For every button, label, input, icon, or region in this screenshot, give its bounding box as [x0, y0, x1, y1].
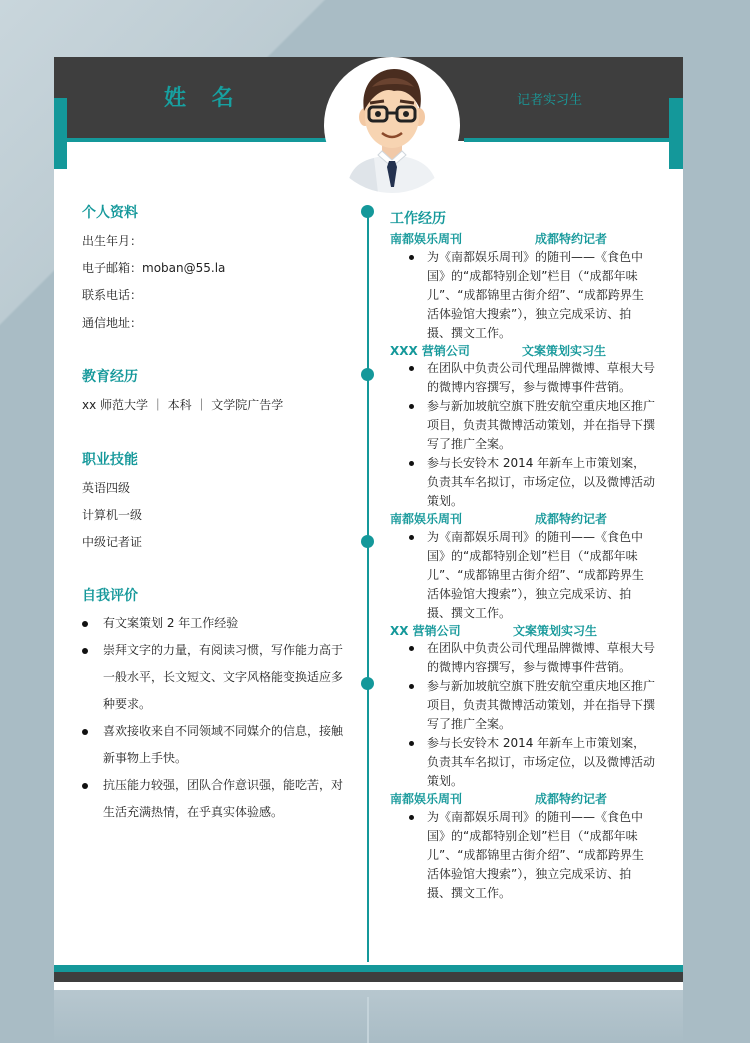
- company-name: 南都娱乐周刊: [390, 792, 463, 806]
- skills-title: 职业技能: [82, 452, 138, 468]
- list-item: 参与新加坡航空旗下胜安航空重庆地区推广项目，负责其微博活动策划，并在指导下撰写了推广全案。: [409, 677, 655, 734]
- timeline-dot: [361, 368, 374, 381]
- list-item: 为《南都娱乐周刊》的随刊——《食色中国》的“成都特别企划”栏目（“成都年味儿”、“成都锦里古街介绍”、“成都跨界生活体验馆大搜索”），独立完成采访、拍摄、撰文工作。: [409, 248, 655, 343]
- company-name: XXX 营销公司: [390, 344, 470, 358]
- candidate-name: 姓 名: [164, 86, 243, 111]
- phone-field: 联系电话：: [82, 288, 143, 302]
- skill-item: 中级记者证: [82, 535, 143, 549]
- self-eval-list: [82, 610, 344, 826]
- list-item: 为《南都娱乐周刊》的随刊——《食色中国》的“成都特别企划”栏目（“成都年味儿”、“成都锦里古街介绍”、“成都跨界生活体验馆大搜索”），独立完成采访、拍摄、撰文工作。: [409, 808, 655, 903]
- education-line: xx 师范大学 ｜ 本科 ｜ 文学院广告学: [82, 398, 284, 412]
- job-heading: [390, 510, 608, 527]
- job-bullets: [409, 639, 655, 791]
- job-heading: [390, 230, 608, 247]
- company-name: 南都娱乐周刊: [390, 512, 463, 526]
- list-item: 在团队中负责公司代理品牌微博、草根大号的微博内容撰写，参与微博事件营销。: [409, 639, 655, 677]
- job-role: 文案策划实习生: [522, 344, 607, 358]
- timeline-line: [367, 207, 369, 962]
- job-heading: [390, 790, 608, 807]
- company-name: XX 营销公司: [390, 624, 461, 638]
- reflection-line: [367, 997, 369, 1043]
- job-role: 成都特约记者: [535, 512, 608, 526]
- list-item: 参与长安铃木 2014 年新车上市策划案，负责其车名拟订，市场定位，以及微博活动策划。: [409, 734, 655, 791]
- work-title: 工作经历: [390, 211, 446, 227]
- timeline-dot: [361, 205, 374, 218]
- job-role: 成都特约记者: [535, 792, 608, 806]
- header-line-right: [464, 138, 669, 142]
- address-field: 通信地址：: [82, 316, 143, 330]
- job-role: 成都特约记者: [535, 232, 608, 246]
- birth-field: 出生年月：: [82, 234, 143, 248]
- company-name: 南都娱乐周刊: [390, 232, 463, 246]
- job-bullets: [409, 528, 655, 623]
- education-title: 教育经历: [82, 369, 138, 385]
- list-item: 为《南都娱乐周刊》的随刊——《食色中国》的“成都特别企划”栏目（“成都年味儿”、“成都锦里古街介绍”、“成都跨界生活体验馆大搜索”），独立完成采访、拍摄、撰文工作。: [409, 528, 655, 623]
- job-bullets: [409, 248, 655, 343]
- self-eval-title: 自我评价: [82, 588, 138, 604]
- job-title: 记者实习生: [517, 93, 583, 108]
- list-item: 崇拜文字的力量，有阅读习惯，写作能力高于一般水平，长文短文、文字风格能变换适应多种要求。: [82, 637, 344, 718]
- list-item: 参与新加坡航空旗下胜安航空重庆地区推广项目，负责其微博活动策划，并在指导下撰写了推广全案。: [409, 397, 655, 454]
- footer-bar: [54, 972, 683, 982]
- job-bullets: [409, 359, 655, 511]
- header-line-left: [67, 138, 327, 142]
- list-item: 有文案策划 2 年工作经验: [82, 610, 344, 637]
- list-item: 喜欢接收来自不同领域不同媒介的信息，接触新事物上手快。: [82, 718, 344, 772]
- skill-item: 英语四级: [82, 481, 131, 495]
- header-accent-right: [669, 98, 683, 169]
- resume-paper: [54, 57, 683, 990]
- timeline-dot: [361, 677, 374, 690]
- timeline-dot: [361, 535, 374, 548]
- header-accent-left: [54, 98, 67, 169]
- job-bullets: [409, 808, 655, 903]
- list-item: 抗压能力较强，团队合作意识强，能吃苦，对生活充满热情，在乎真实体验感。: [82, 772, 344, 826]
- avatar: [324, 57, 460, 193]
- list-item: 在团队中负责公司代理品牌微博、草根大号的微博内容撰写，参与微博事件营销。: [409, 359, 655, 397]
- personal-title: 个人资料: [82, 205, 138, 221]
- skill-item: 计算机一级: [82, 508, 143, 522]
- list-item: 参与长安铃木 2014 年新车上市策划案，负责其车名拟订，市场定位，以及微博活动策划。: [409, 454, 655, 511]
- job-heading: [390, 622, 598, 639]
- job-role: 文案策划实习生: [513, 624, 598, 638]
- cartoon-man-avatar-icon: [324, 57, 460, 193]
- footer-accent: [54, 965, 683, 972]
- job-heading: [390, 342, 607, 359]
- email-field: 电子邮箱：moban@55.la: [82, 261, 226, 275]
